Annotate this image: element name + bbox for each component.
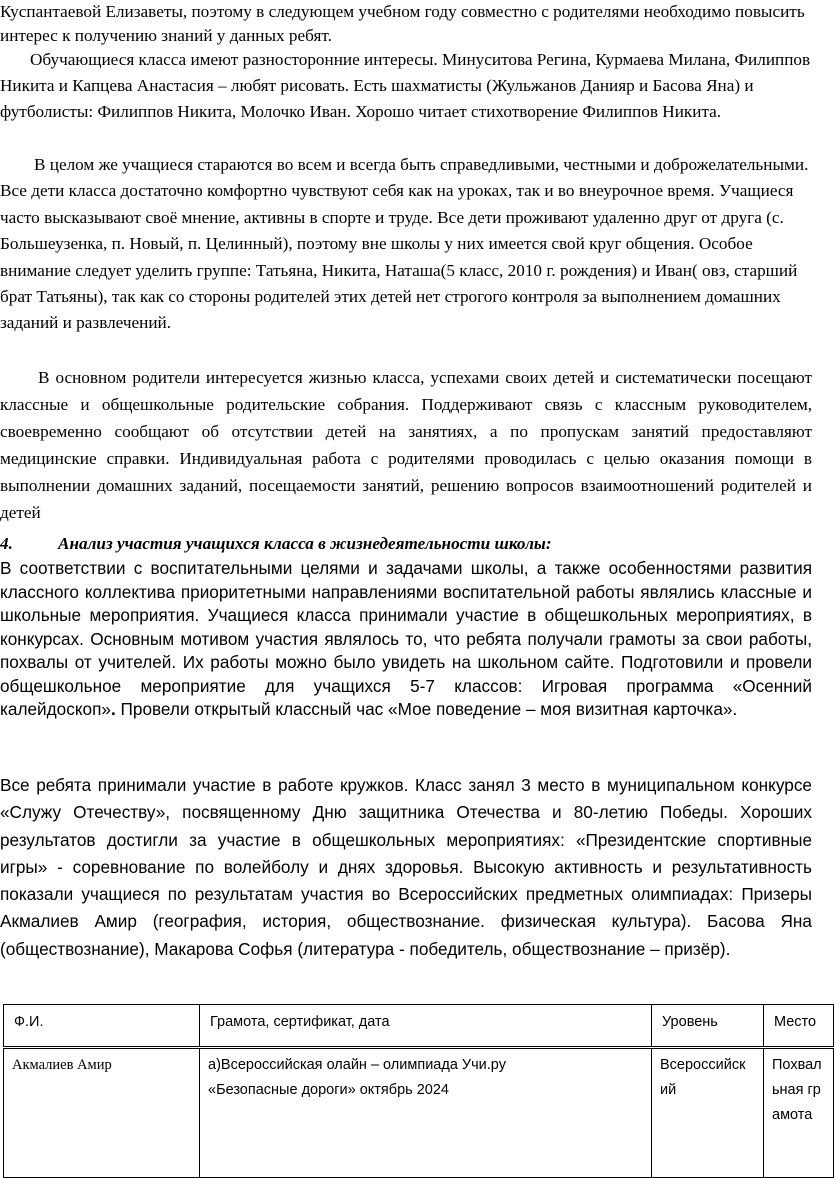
paragraph-activities-end: Провели открытый классный час «Мое поведение – моя визитная карточка». (115, 699, 738, 719)
paragraph-parents: В основном родители интересуется жизнью класса, успехами своих детей и систематически посещают классные и общешкольные родительские собрания. Поддерживают связь с классным руководителем, своевременно сообщают об отсутствии детей на занятиях, а по пропускам занятий предоставляют медицинские справки. Индивидуальная работа с родителями проводилась с целью оказания помощи в выполнении домашних заданий, посещаемости занятий, решению вопросов взаимоотношений родителей и детей (0, 368, 812, 522)
header-cell-certificate: Грамота, сертификат, дата (200, 1005, 652, 1048)
section-number: 4. (0, 534, 13, 553)
paragraph-activities (0, 557, 812, 722)
awards-table (3, 1004, 834, 1178)
paragraph-interests: Обучающиеся класса имеют разносторонние интересы. Минуситова Регина, Курмаева Милана, Филиппов Никита и Капцева Анастасия – любят рисовать. Есть шахматисты (Жульжанов Данияр и Басова Яна) и футболисты: Филиппов Никита, Молочко Иван. Хорошо читает стихотворение Филиппов Никита. (0, 50, 811, 121)
paragraph-achievements: Все ребята принимали участие в работе кружков. Класс занял 3 место в муниципальном конкурсе «Служу Отечеству», посвященному Дню защитника Отечества и 80-летию Победы. Хороших результатов достигли за участие в общешкольных мероприятиях: «Президентские спортивные игры» - соревнование по волейболу и днях здоровья. Высокую активность и результативность показали учащиеся по результатам участия во Всероссийских предметных олимпиадах: Призеры Акмалиев Амир (география, история, обществознание. физическая культура). Басова Яна (обществознание), Макарова Софья (литература - победитель, обществознание – призёр). (0, 775, 812, 959)
paragraph-activities-main: В соответствии с воспитательными целями и задачами школы, а также особенностями развития классного коллектива приоритетными направлениями воспитательной работы являлись классные и школьные мероприятия. Учащиеся класса принимали участие в общешкольных мероприятиях, в конкурсах. Основным мотивом участия являлось то, что ребята получали грамоты за свои работы, похвалы от учителей. Их работы можно было увидеть на школьном сайте. Подготовили и провели общешкольное мероприятие для учащихся 5-7 классов: Игровая программа «Осенний калейдоскоп» (0, 558, 812, 719)
cell-certificate-line2: «Безопасные дороги» октябрь 2024 (208, 1082, 449, 1098)
section-heading (0, 532, 552, 556)
header-cell-place: Место (764, 1005, 834, 1048)
paragraph-intro: Куспантаевой Елизаветы, поэтому в следующем учебном году совместно с родителями необходимо повысить интерес к получению знаний у данных ребят. (0, 2, 805, 45)
table-header-row (4, 1005, 834, 1048)
cell-name: Акмалиев Амир (4, 1048, 200, 1178)
paragraph-activities-dot: . (110, 699, 116, 719)
cell-level: Всероссийский (652, 1048, 764, 1178)
cell-place: Похвальная грамота (764, 1048, 834, 1178)
paragraph-overall: В целом же учащиеся стараются во всем и всегда быть справедливыми, честными и доброжелательными. Все дети класса достаточно комфортно чувствуют себя как на уроках, так и во внеурочное время. Учащиеся часто высказывают своё мнение, активны в спорте и труде. Все дети проживают удаленно друг от друга (с. Большеузенка, п. Новый, п. Целинный), поэтому вне школы у них имеется свой круг общения. Особое внимание следует уделить группе: Татьяна, Никита, Наташа(5 класс, 2010 г. рождения) и Иван( овз, старший брат Татьяны), так как со стороны родителей этих детей нет строгого контроля за выполнением домашних заданий и развлечений. (0, 155, 809, 333)
header-cell-name: Ф.И. (4, 1005, 200, 1048)
cell-certificate (200, 1048, 652, 1178)
section-title: Анализ участия учащихся класса в жизнедеятельности школы: (58, 534, 552, 553)
header-cell-level: Уровень (652, 1005, 764, 1048)
table-row (4, 1048, 834, 1178)
cell-certificate-line1: а)Всероссийская олайн – олимпиада Учи.ру (208, 1057, 506, 1073)
